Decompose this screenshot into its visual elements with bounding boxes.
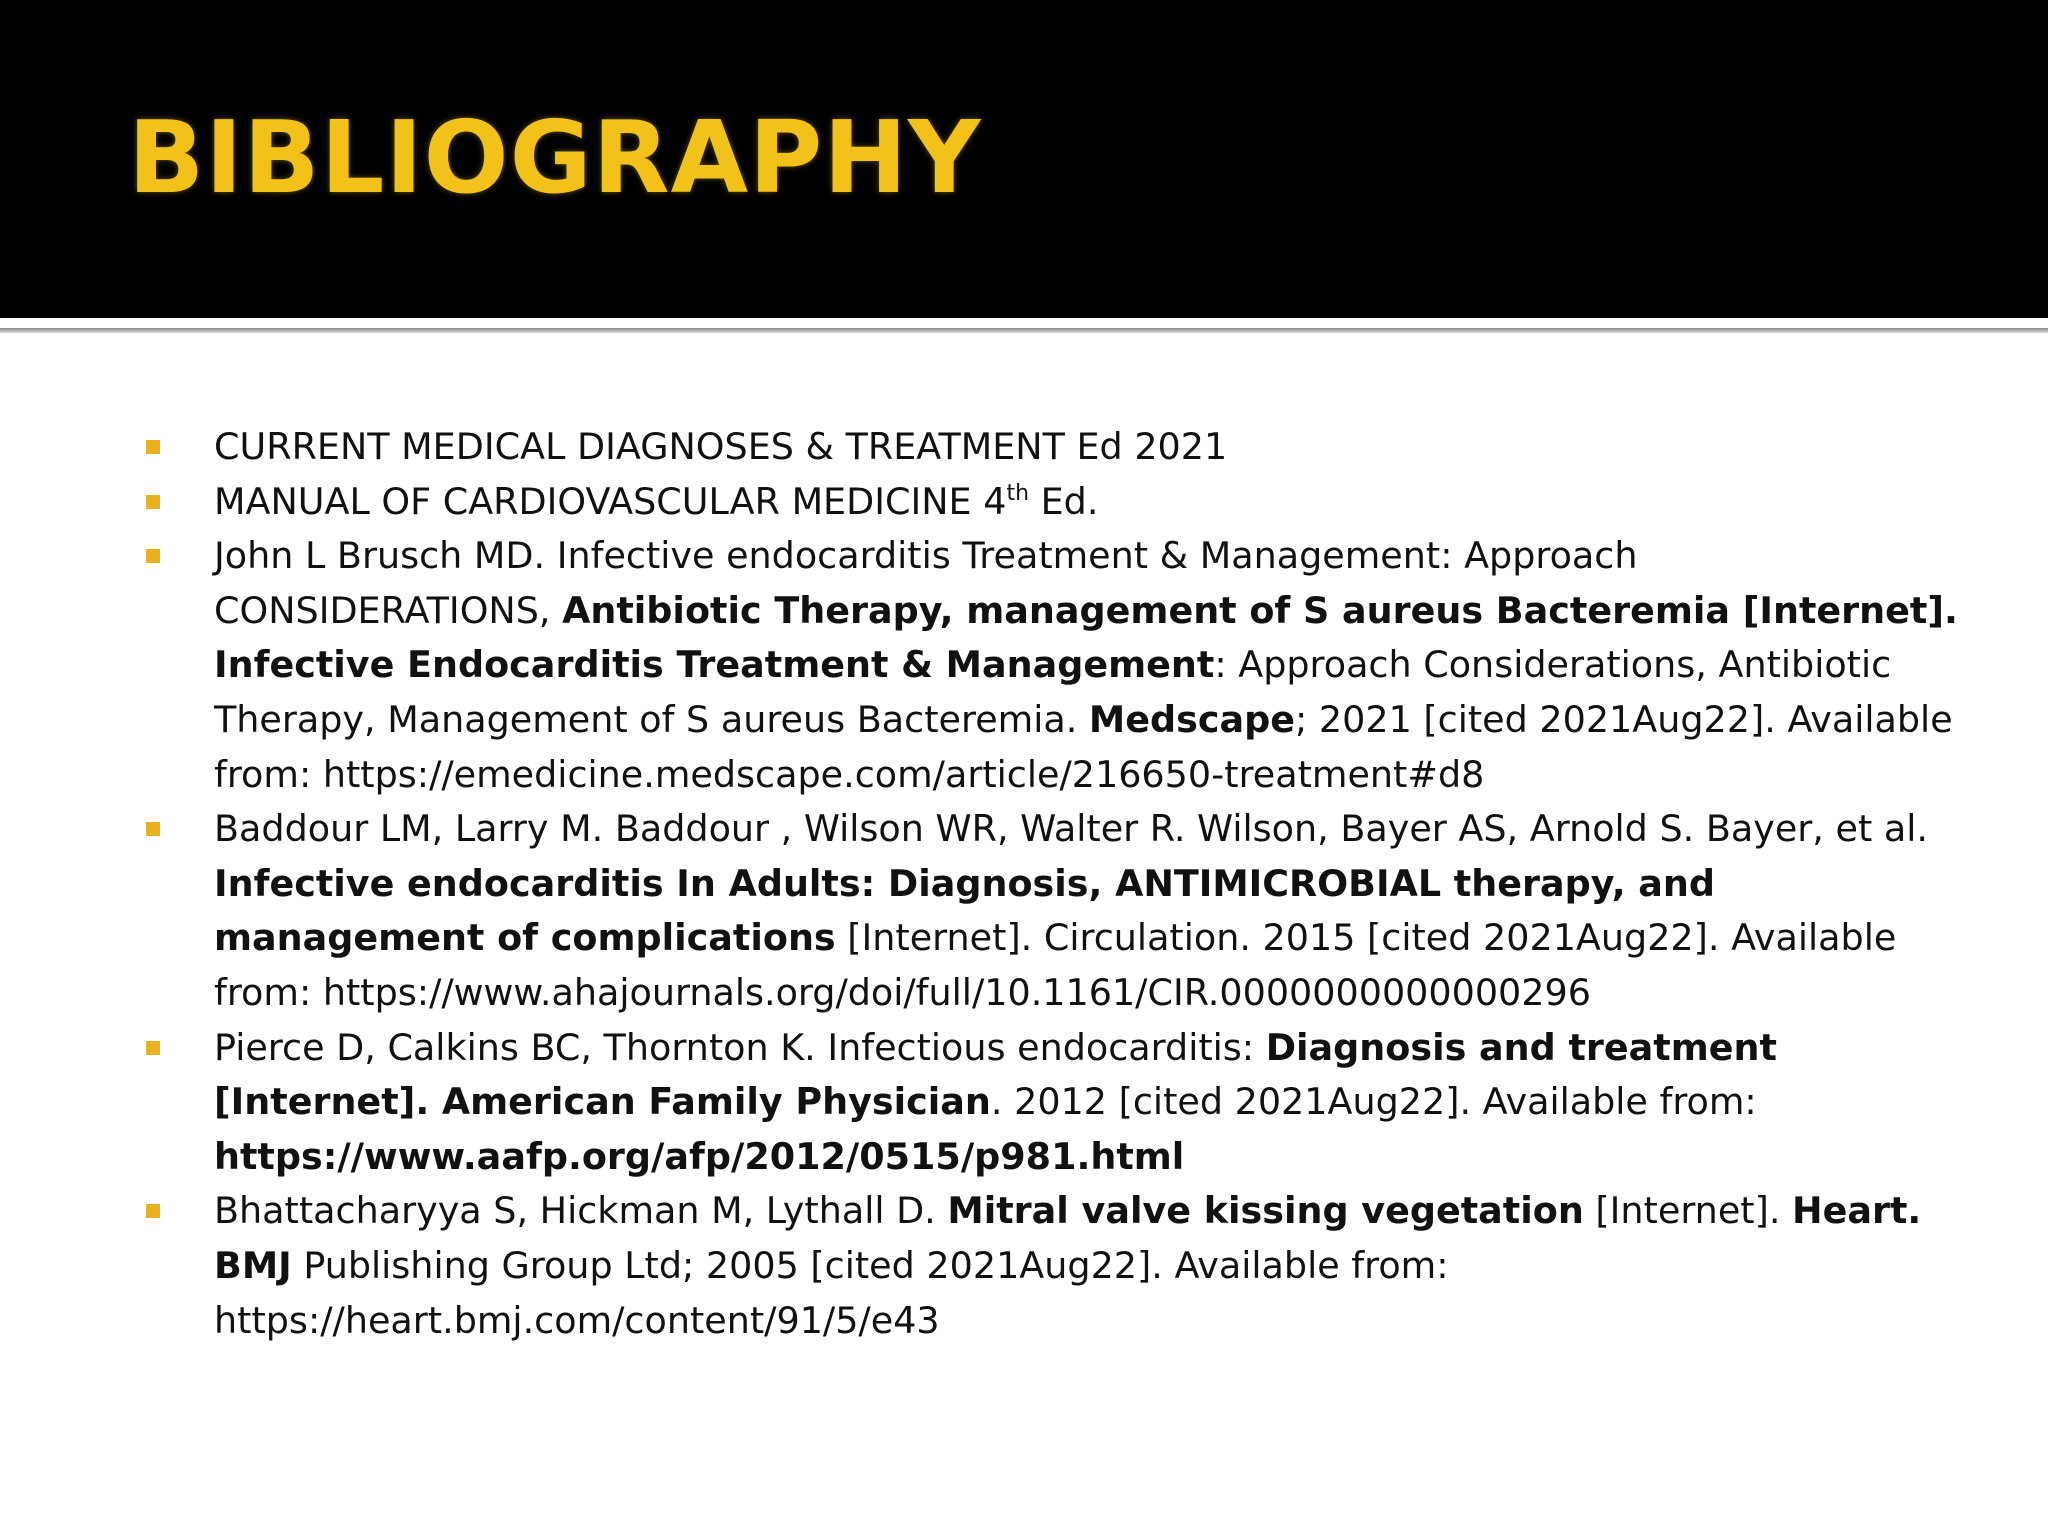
reference-text-bold: Antibiotic Therapy, management of S aureus Bacteremia [Internet]. Infective Endocarditis Treatment & Management xyxy=(214,588,1958,687)
square-bullet-icon xyxy=(146,1041,160,1055)
reference-list xyxy=(142,420,1962,1348)
reference-text-bold: Heart. BMJ xyxy=(214,1189,1922,1287)
square-bullet-icon xyxy=(146,440,160,454)
reference-text: Baddour LM, Larry M. Baddour , Wilson WR, Walter R. Wilson, Bayer AS, Arnold S. Bayer, et al. xyxy=(214,807,1928,851)
reference-text: John L Brusch MD. Infective endocarditis Treatment & Management: Approach CONSIDERATIONS, xyxy=(214,534,1638,632)
reference-text: MANUAL OF CARDIOVASCULAR MEDICINE 4 xyxy=(214,479,1007,523)
reference-item xyxy=(142,802,1962,1020)
reference-text-bold: Medscape xyxy=(1088,697,1296,741)
reference-item xyxy=(142,529,1962,802)
title-bar xyxy=(0,0,2048,318)
reference-text: ; 2021 [cited 2021Aug22]. Available from: https://emedicine.medscape.com/article/216650-treatment#d8 xyxy=(214,697,1953,796)
reference-item xyxy=(142,1184,1962,1348)
square-bullet-icon xyxy=(146,1204,160,1218)
square-bullet-icon xyxy=(146,822,160,836)
header-divider xyxy=(0,328,2048,333)
reference-item xyxy=(142,1021,1962,1185)
reference-item xyxy=(142,420,1962,475)
reference-item xyxy=(142,475,1962,530)
reference-text: [Internet]. xyxy=(1583,1189,1793,1233)
reference-text-bold: Mitral valve kissing vegetation xyxy=(947,1189,1584,1233)
reference-text: Bhattacharyya S, Hickman M, Lythall D. xyxy=(214,1189,948,1233)
reference-text: Pierce D, Calkins BC, Thornton K. Infectious endocarditis: xyxy=(214,1025,1266,1069)
reference-text: th xyxy=(1006,480,1030,506)
reference-text: Publishing Group Ltd; 2005 [cited 2021Aug22]. Available from: https://heart.bmj.com/content/91/5/e43 xyxy=(214,1243,1449,1342)
square-bullet-icon xyxy=(146,549,160,563)
reference-text-bold: Infective endocarditis In Adults: Diagnosis, ANTIMICROBIAL therapy, and management of complications xyxy=(214,861,1716,960)
reference-text-bold: https://www.aafp.org/afp/2012/0515/p981.html xyxy=(214,1134,1185,1178)
reference-text: [Internet]. Circulation. 2015 [cited 2021Aug22]. Available from: https://www.ahajournals.org/doi/full/10.1161/CIR.0000000000000296 xyxy=(214,916,1897,1014)
reference-text: : Approach Considerations, Antibiotic Therapy, Management of S aureus Bacteremia. xyxy=(214,643,1892,741)
reference-text-bold: Diagnosis and treatment [Internet]. American Family Physician xyxy=(214,1025,1777,1124)
slide-title: BIBLIOGRAPHY xyxy=(128,99,982,216)
square-bullet-icon xyxy=(146,495,160,509)
reference-text: CURRENT MEDICAL DIAGNOSES & TREATMENT Ed 2021 xyxy=(214,425,1228,468)
reference-text: . 2012 [cited 2021Aug22]. Available from: xyxy=(990,1080,1757,1124)
reference-text: Ed. xyxy=(1029,479,1099,523)
